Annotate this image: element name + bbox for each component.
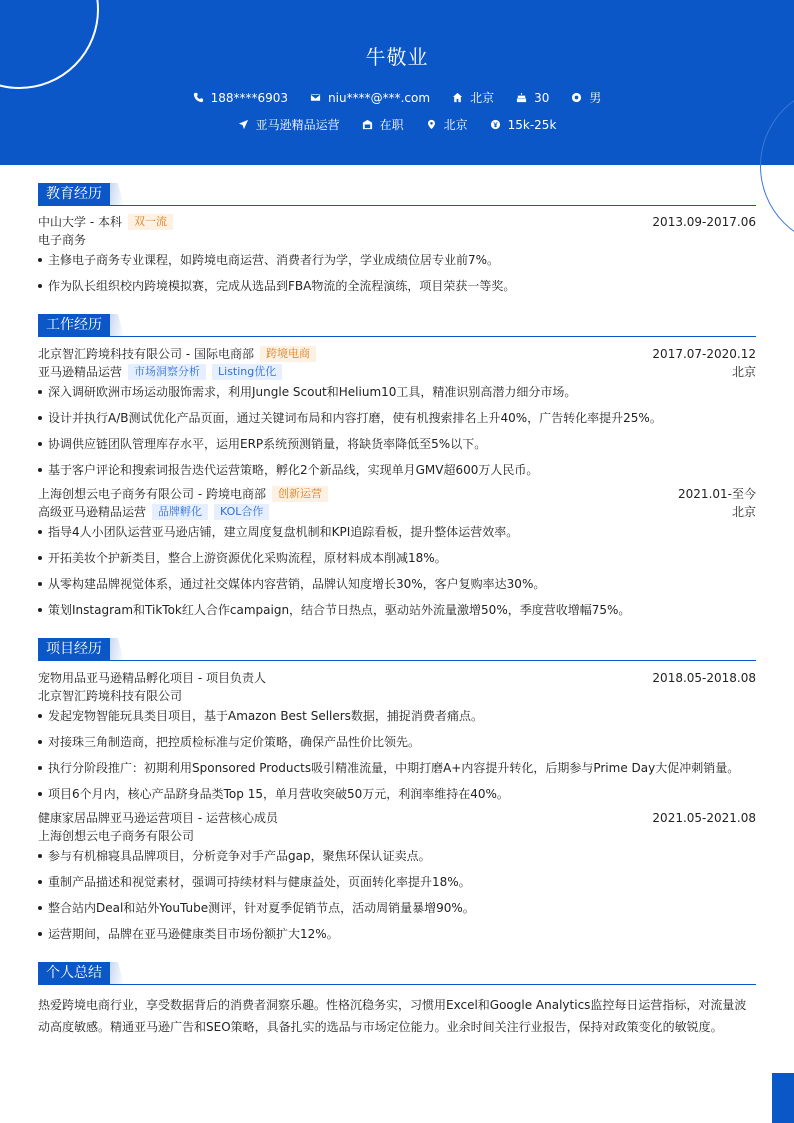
work-tag: 市场洞察分析 <box>128 364 206 380</box>
list-item: 运营期间，品牌在亚马逊健康类目市场份额扩大12%。 <box>38 925 756 943</box>
section-summary-title: 个人总结 <box>38 962 110 984</box>
project-org-row <box>38 827 756 845</box>
work-company-row <box>38 345 756 363</box>
work-date: 2017.07-2020.12 <box>652 347 756 361</box>
contact-phone <box>193 91 288 105</box>
contact-age <box>516 91 549 105</box>
status-icon <box>362 119 373 130</box>
education-row <box>38 213 756 231</box>
contact-age-text: 30 <box>534 90 550 105</box>
list-item: 参与有机棉寝具品牌项目，分析竞争对手产品gap，聚焦环保认证卖点。 <box>38 847 756 865</box>
contact-gender-text: 男 <box>589 91 602 105</box>
list-item: 作为队长组织校内跨境模拟赛，完成从选品到FBA物流的全流程演练，项目荣获一等奖。 <box>38 277 756 295</box>
project-org-row <box>38 687 756 705</box>
intent-salary <box>490 118 557 132</box>
section-tag-shade <box>110 638 124 660</box>
intent-status <box>362 116 404 133</box>
work-company: 上海创想云电子商务有限公司 - 跨境电商部 <box>38 487 266 501</box>
section-education-title: 教育经历 <box>38 183 110 205</box>
education-major-row <box>38 231 756 249</box>
list-item: 发起宠物智能玩具类目项目，基于Amazon Best Sellers数据，捕捉消费者痛点。 <box>38 707 756 725</box>
work-company-row <box>38 485 756 503</box>
section-tag-shade <box>110 314 124 336</box>
section-tag-shade <box>110 183 124 205</box>
intent-position-text: 亚马逊精品运营 <box>255 118 340 132</box>
project-row <box>38 809 756 827</box>
work-company: 北京智汇跨境科技有限公司 - 国际电商部 <box>38 347 254 361</box>
list-item: 整合站内Deal和站外YouTube测评，针对夏季促销节点，活动周销量暴增90%。 <box>38 899 756 917</box>
intent-row <box>0 116 794 133</box>
list-item: 深入调研欧洲市场运动服饰需求，利用Jungle Scout和Helium10工具，精准识别高潜力细分市场。 <box>38 383 756 401</box>
contact-home <box>452 89 494 106</box>
work-tag: 品牌孵化 <box>152 504 208 520</box>
education-major: 电子商务 <box>38 233 87 247</box>
section-work-title: 工作经历 <box>38 314 110 336</box>
project-name: 宠物用品亚马逊精品孵化项目 - 项目负责人 <box>38 671 266 685</box>
mail-icon <box>310 92 321 103</box>
work-role: 亚马逊精品运营 <box>38 365 123 379</box>
list-item: 策划Instagram和TikTok红人合作campaign，结合节日热点，驱动站外流量激增50%，季度营收增幅75%。 <box>38 601 756 619</box>
section-projects-title: 项目经历 <box>38 638 110 660</box>
work-badge: 跨境电商 <box>260 346 316 362</box>
work-city: 北京 <box>731 365 756 379</box>
candidate-name: 牛敬业 <box>365 45 429 69</box>
list-item: 基于客户评论和搜索词报告迭代运营策略，孵化2个新品线，实现单月GMV超600万人民币。 <box>38 461 756 479</box>
project-name: 健康家居品牌亚马逊运营项目 - 运营核心成员 <box>38 811 278 825</box>
location-icon <box>426 119 437 130</box>
list-item: 设计并执行A/B测试优化产品页面，通过关键词布局和内容打磨，使有机搜索排名上升40%，广告转化率提升25%。 <box>38 409 756 427</box>
project-row <box>38 669 756 687</box>
cake-icon <box>516 92 527 103</box>
contact-row <box>0 89 794 106</box>
intent-location-text: 北京 <box>443 118 468 132</box>
section-projects-header <box>38 638 756 661</box>
project-org: 上海创想云电子商务有限公司 <box>38 829 195 843</box>
work-role-row <box>38 503 756 521</box>
resume-header <box>0 0 794 165</box>
phone-icon <box>193 92 204 103</box>
list-item: 对接珠三角制造商，把控质检标准与定价策略，确保产品性价比领先。 <box>38 733 756 751</box>
salary-icon <box>490 119 501 130</box>
work-role: 高级亚马逊精品运营 <box>38 505 147 519</box>
list-item: 主修电子商务专业课程，如跨境电商运营、消费者行为学，学业成绩位居专业前7%。 <box>38 251 756 269</box>
list-item: 项目6个月内，核心产品跻身品类Top 15，单月营收突破50万元，利润率维持在40%。 <box>38 785 756 803</box>
section-education-header <box>38 183 756 206</box>
project-date: 2018.05-2018.08 <box>652 671 756 685</box>
contact-email <box>310 91 430 105</box>
list-item: 开拓美妆个护新类目，整合上游资源优化采购流程，原材料成本削减18%。 <box>38 549 756 567</box>
list-item: 指导4人小团队运营亚马逊店铺，建立周度复盘机制和KPI追踪看板，提升整体运营效率。 <box>38 523 756 541</box>
list-item: 执行分阶段推广：初期利用Sponsored Products吸引精准流量，中期打磨A+内容提升转化，后期参与Prime Day大促冲刺销量。 <box>38 759 756 777</box>
contact-email-text: niu****@***.com <box>328 90 431 105</box>
intent-status-text: 在职 <box>379 118 404 132</box>
section-summary-header <box>38 962 756 985</box>
plane-icon <box>238 119 249 130</box>
work-city: 北京 <box>731 505 756 519</box>
work-badge: 创新运营 <box>272 486 328 502</box>
list-item: 从零构建品牌视觉体系，通过社交媒体内容营销，品牌认知度增长30%，客户复购率达30%。 <box>38 575 756 593</box>
intent-location <box>426 116 468 133</box>
decorative-corner-bar <box>772 1073 794 1123</box>
education-date: 2013.09-2017.06 <box>652 215 756 229</box>
list-item: 协调供应链团队管理库存水平，运用ERP系统预测销量，将缺货率降低至5%以下。 <box>38 435 756 453</box>
section-work-header <box>38 314 756 337</box>
summary-text: 热爱跨境电商行业，享受数据背后的消费者洞察乐趣。性格沉稳务实，习惯用Excel和Google Analytics监控每日运营指标，对流量波动高度敏感。精通亚马逊广告和SEO策略，具备扎实的选品与市场定位能力。业余时间关注行业报告，保持对政策变化的敏锐度。 <box>38 998 747 1034</box>
intent-position <box>238 116 340 133</box>
home-icon <box>452 92 463 103</box>
contact-gender <box>571 89 601 106</box>
intent-salary-text: 15k-25k <box>507 117 557 132</box>
list-item: 重制产品描述和视觉素材，强调可持续材料与健康益处，页面转化率提升18%。 <box>38 873 756 891</box>
work-role-row <box>38 363 756 381</box>
project-date: 2021.05-2021.08 <box>652 811 756 825</box>
work-date: 2021.01-至今 <box>678 487 756 501</box>
section-tag-shade <box>110 962 124 984</box>
education-school: 中山大学 - 本科 <box>38 215 122 229</box>
project-org: 北京智汇跨境科技有限公司 <box>38 689 183 703</box>
contact-home-text: 北京 <box>470 91 495 105</box>
work-tag: KOL合作 <box>214 504 269 520</box>
work-tag: Listing优化 <box>212 364 282 380</box>
contact-phone-text: 188****6903 <box>210 90 289 105</box>
education-badge: 双一流 <box>128 214 173 230</box>
gender-icon <box>571 92 582 103</box>
